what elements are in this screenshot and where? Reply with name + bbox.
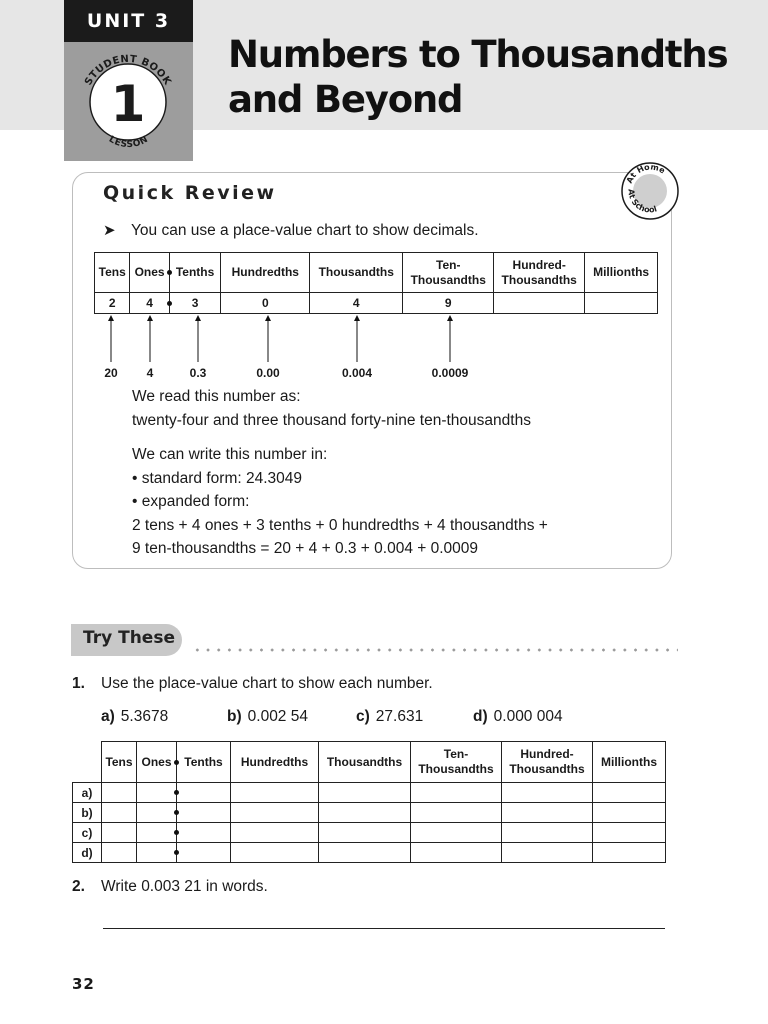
badge-number: 1 [110, 75, 146, 133]
header-thousandths: Thousandths [310, 253, 403, 293]
header-thousandths: Thousandths [319, 742, 411, 783]
question-1-number: 1. [72, 675, 85, 692]
answer-cell[interactable] [102, 843, 137, 863]
answer-cell[interactable] [411, 823, 502, 843]
practice-place-value-chart [72, 741, 666, 863]
badge-bottom-text: LESSON [106, 134, 151, 151]
question-1-part-d: d) 0.000 004 [473, 708, 563, 725]
expanded-value: 20 [104, 366, 118, 380]
header-tenths: Tenths [169, 253, 221, 293]
digit-cell [585, 293, 658, 314]
practice-row-c [73, 823, 666, 843]
answer-cell[interactable] [411, 803, 502, 823]
answer-cell[interactable] [177, 803, 231, 823]
decimal-point [167, 270, 172, 275]
answer-cell[interactable] [411, 843, 502, 863]
unit-label: UNIT 3 [64, 0, 193, 42]
chart-header-row [95, 253, 658, 293]
seal-top-text: At Home [624, 162, 667, 185]
read-words: twenty-four and three thousand forty-nine ten-thousandths [132, 411, 531, 429]
header-tens: Tens [102, 742, 137, 783]
row-label: d) [73, 843, 102, 863]
row-label: a) [73, 783, 102, 803]
answer-cell[interactable] [102, 803, 137, 823]
header-millionths: Millionths [585, 253, 658, 293]
header-millionths: Millionths [593, 742, 666, 783]
answer-cell[interactable] [137, 843, 177, 863]
expanded-value: 0.00 [256, 366, 280, 380]
question-2-number: 2. [72, 878, 85, 895]
answer-cell[interactable] [502, 823, 593, 843]
review-place-value-chart [94, 252, 658, 314]
question-1-part-b: b) 0.002 54 [227, 708, 308, 725]
row-label: b) [73, 803, 102, 823]
expanded-label: • expanded form: [132, 493, 250, 510]
answer-cell[interactable] [102, 823, 137, 843]
answer-cell[interactable] [319, 843, 411, 863]
expanded-line-2: 9 ten-thousandths = 20 + 4 + 0.3 + 0.004 + 0.0009 [132, 540, 479, 557]
header-ones: Ones [130, 253, 169, 293]
decimal-point [174, 790, 179, 795]
answer-cell[interactable] [593, 803, 666, 823]
question-1-part-c: c) 27.631 [356, 708, 424, 725]
header-ones: Ones [137, 742, 177, 783]
answer-cell[interactable] [319, 823, 411, 843]
answer-cell[interactable] [177, 843, 231, 863]
row-label: c) [73, 823, 102, 843]
lesson-badge [64, 42, 193, 161]
question-1-part-a: a) 5.3678 [101, 708, 169, 725]
page-number: 32 [72, 975, 95, 993]
practice-row-a [73, 783, 666, 803]
at-home-at-school-seal [619, 160, 681, 222]
corner-cell [73, 742, 102, 783]
chart-digit-row [95, 293, 658, 314]
digit-cell: 4 [130, 293, 169, 314]
answer-cell[interactable] [319, 803, 411, 823]
write-section [132, 443, 548, 561]
expanded-value: 0.0009 [431, 366, 469, 380]
header-ten-thousandths: Ten- Thousandths [411, 742, 502, 783]
answer-cell[interactable] [137, 803, 177, 823]
header-hundredths: Hundredths [221, 253, 310, 293]
decimal-point [174, 810, 179, 815]
answer-cell[interactable] [137, 783, 177, 803]
answer-cell[interactable] [502, 803, 593, 823]
expanded-value: 4 [146, 366, 154, 380]
decimal-point [174, 760, 179, 765]
decimal-point [167, 301, 172, 306]
question-2-text: Write 0.003 21 in words. [101, 878, 268, 895]
answer-cell[interactable] [593, 843, 666, 863]
intro-line [103, 221, 479, 240]
standard-form: • standard form: 24.3049 [132, 469, 303, 487]
unit-lesson-box [64, 0, 193, 161]
practice-row-d [73, 843, 666, 863]
answer-cell[interactable] [231, 843, 319, 863]
answer-cell[interactable] [177, 823, 231, 843]
badge-top-text: STUDENT BOOK [83, 53, 173, 88]
digit-cell: 9 [403, 293, 494, 314]
answer-cell[interactable] [137, 823, 177, 843]
digit-cell: 0 [221, 293, 310, 314]
answer-cell[interactable] [231, 783, 319, 803]
header-hundredths: Hundredths [231, 742, 319, 783]
arrow-bullet-icon: ➤ [103, 222, 116, 239]
answer-line[interactable] [103, 928, 665, 929]
answer-cell[interactable] [502, 783, 593, 803]
answer-cell[interactable] [102, 783, 137, 803]
header-hundred-thousandths: Hundred- Thousandths [502, 742, 593, 783]
quick-review-title: Quick Review [103, 182, 277, 204]
try-these-label: Try These [83, 628, 175, 648]
read-label: We read this number as: [132, 388, 301, 405]
answer-cell[interactable] [593, 783, 666, 803]
answer-cell[interactable] [177, 783, 231, 803]
expanded-value: 0.004 [341, 366, 373, 380]
practice-row-b [73, 803, 666, 823]
dotted-divider [192, 648, 678, 652]
title-line-2: and Beyond [228, 78, 463, 121]
title-line-1: Numbers to Thousandths [228, 33, 728, 76]
header-hundred-thousandths: Hundred- Thousandths [494, 253, 585, 293]
digit-cell: 2 [95, 293, 130, 314]
question-1-text: Use the place-value chart to show each number. [101, 675, 433, 692]
read-section [132, 385, 531, 432]
answer-cell[interactable] [231, 803, 319, 823]
answer-cell[interactable] [593, 823, 666, 843]
header-tenths: Tenths [177, 742, 231, 783]
write-label: We can write this number in: [132, 446, 328, 463]
seal-bottom-text: At School [626, 188, 659, 215]
decimal-point [174, 850, 179, 855]
expanded-value: 0.3 [189, 366, 207, 380]
header-ten-thousandths: Ten- Thousandths [403, 253, 494, 293]
digit-cell: 4 [310, 293, 403, 314]
header-tens: Tens [95, 253, 130, 293]
expanded-line-1: 2 tens + 4 ones + 3 tenths + 0 hundredths + 4 thousandths + [132, 516, 548, 534]
intro-text: You can use a place-value chart to show decimals. [131, 222, 479, 239]
decimal-point [174, 830, 179, 835]
digit-cell: 3 [169, 293, 221, 314]
answer-cell[interactable] [411, 783, 502, 803]
page-title [228, 32, 727, 122]
answer-cell[interactable] [231, 823, 319, 843]
answer-cell[interactable] [502, 843, 593, 863]
digit-cell [494, 293, 585, 314]
practice-header-row [73, 742, 666, 783]
answer-cell[interactable] [319, 783, 411, 803]
